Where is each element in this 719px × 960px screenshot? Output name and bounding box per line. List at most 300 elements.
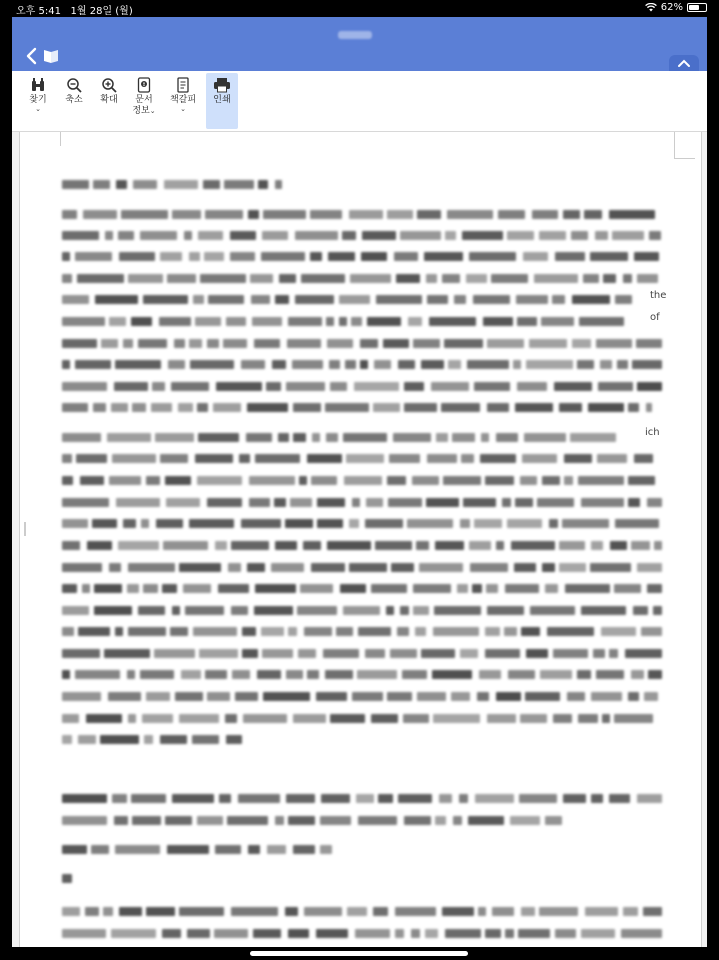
blurred-word	[159, 317, 191, 326]
blurred-word	[439, 794, 452, 803]
blurred-word	[109, 476, 141, 485]
blurred-word	[498, 210, 525, 219]
blurred-word	[292, 360, 323, 369]
blurred-word	[62, 317, 105, 326]
blurred-word	[398, 794, 432, 803]
blurred-word	[87, 541, 112, 550]
blurred-word	[326, 317, 334, 326]
blurred-word	[628, 403, 639, 412]
blurred-word	[402, 670, 427, 679]
blurred-word	[419, 563, 463, 572]
blurred-word	[230, 252, 255, 261]
home-indicator	[250, 951, 468, 956]
blurred-word	[242, 627, 256, 636]
blurred-word	[241, 360, 265, 369]
blurred-word	[426, 498, 459, 507]
blurred-word	[275, 541, 297, 550]
blurred-word	[207, 339, 219, 348]
blurred-word	[111, 929, 156, 938]
blurred-word	[154, 649, 195, 658]
blurred-word	[487, 606, 524, 615]
blurred-word	[436, 433, 448, 442]
blurred-word	[140, 231, 177, 240]
blurred-word	[257, 670, 281, 679]
app-screen	[12, 17, 707, 947]
blurred-word	[653, 606, 662, 615]
blurred-word	[151, 403, 172, 412]
blurred-word	[442, 274, 460, 283]
blurred-word	[504, 627, 517, 636]
blurred-word	[486, 584, 498, 593]
blurred-word	[431, 382, 469, 391]
blurred-word	[523, 252, 548, 261]
blurred-word	[168, 360, 185, 369]
blurred-word	[62, 519, 88, 528]
blurred-word	[111, 403, 128, 412]
blurred-word	[185, 606, 224, 615]
blurred-word	[62, 670, 70, 679]
find-button[interactable]	[22, 73, 54, 129]
blurred-word	[101, 339, 118, 348]
blurred-word	[152, 382, 165, 391]
blurred-word	[327, 339, 353, 348]
zoom-in-button[interactable]	[93, 73, 125, 129]
blurred-word	[585, 907, 618, 916]
blurred-word	[146, 907, 175, 916]
blurred-word	[517, 382, 547, 391]
blurred-word	[62, 339, 97, 348]
blurred-word	[596, 670, 624, 679]
blurred-word	[62, 606, 89, 615]
blurred-word	[329, 360, 340, 369]
blurred-word	[93, 403, 106, 412]
blurred-word	[355, 929, 390, 938]
blurred-word	[62, 295, 89, 304]
blurred-word	[352, 498, 360, 507]
blurred-word	[254, 339, 280, 348]
blurred-word	[408, 317, 422, 326]
blurred-word	[451, 692, 470, 701]
blurred-word	[429, 317, 476, 326]
blurred-word	[189, 339, 202, 348]
blurred-word	[170, 627, 188, 636]
blurred-word	[388, 498, 422, 507]
blurred-word	[92, 519, 117, 528]
blurred-word	[263, 692, 310, 701]
battery-icon	[687, 3, 707, 12]
blurred-word	[459, 794, 468, 803]
blurred-word	[507, 519, 542, 528]
blurred-word	[166, 498, 200, 507]
blurred-word	[172, 794, 214, 803]
blurred-word	[330, 382, 347, 391]
blurred-word	[357, 670, 397, 679]
blurred-word	[453, 816, 462, 825]
blurred-word	[387, 476, 406, 485]
zoom-out-icon	[66, 77, 82, 93]
blurred-word	[555, 252, 585, 261]
blurred-word	[225, 714, 237, 723]
blurred-word	[634, 454, 653, 463]
blurred-word	[248, 210, 259, 219]
blurred-word	[376, 295, 422, 304]
blurred-word	[578, 476, 624, 485]
blurred-word	[542, 563, 555, 572]
blurred-word	[320, 816, 351, 825]
blurred-word	[108, 692, 141, 701]
document-title	[338, 31, 372, 39]
blurred-word	[311, 476, 337, 485]
blurred-text-line	[62, 476, 662, 485]
document-viewer[interactable]	[12, 132, 707, 947]
blurred-word	[183, 584, 211, 593]
blurred-word	[267, 845, 286, 854]
blurred-word	[413, 606, 429, 615]
blurred-text-line	[62, 692, 662, 701]
blurred-word	[203, 180, 220, 189]
blurred-word	[239, 454, 250, 463]
blurred-word	[127, 670, 135, 679]
blurred-word	[198, 433, 239, 442]
blurred-word	[371, 714, 398, 723]
blurred-text-line	[62, 498, 662, 507]
blurred-word	[601, 627, 636, 636]
blurred-word	[378, 794, 393, 803]
blurred-word	[95, 295, 138, 304]
blurred-word	[426, 274, 437, 283]
blurred-word	[367, 317, 401, 326]
blurred-word	[62, 845, 87, 854]
blurred-word	[62, 627, 74, 636]
back-arrow-icon[interactable]	[24, 47, 40, 65]
blurred-word	[128, 714, 136, 723]
blurred-word	[525, 692, 560, 701]
blurred-word	[142, 714, 173, 723]
blurred-word	[597, 454, 627, 463]
blurred-word	[247, 563, 265, 572]
blurred-word	[164, 180, 198, 189]
blurred-word	[119, 907, 142, 916]
blurred-word	[549, 519, 558, 528]
blurred-word	[649, 231, 661, 240]
blurred-word	[75, 670, 120, 679]
blurred-word	[146, 692, 170, 701]
blurred-word	[275, 180, 282, 189]
blurred-word	[480, 454, 516, 463]
document-info-icon	[136, 77, 152, 93]
blurred-word	[115, 845, 160, 854]
blurred-word	[396, 274, 420, 283]
document-info-label-2	[128, 106, 160, 117]
blurred-word	[326, 433, 338, 442]
blurred-word	[193, 295, 204, 304]
blurred-word	[390, 649, 417, 658]
blurred-word	[521, 907, 535, 916]
blurred-word	[491, 274, 528, 283]
blurred-word	[534, 274, 578, 283]
blurred-word	[179, 907, 224, 916]
blurred-word	[80, 476, 104, 485]
document-info-button[interactable]	[128, 73, 160, 129]
blurred-word	[62, 274, 72, 283]
blurred-word	[591, 692, 622, 701]
blurred-word	[545, 816, 562, 825]
blurred-word	[62, 433, 101, 442]
blurred-word	[371, 584, 407, 593]
blurred-word	[93, 180, 110, 189]
blurred-word	[179, 714, 219, 723]
blurred-text-line	[62, 929, 662, 938]
blurred-word	[195, 454, 233, 463]
blurred-word	[373, 907, 388, 916]
blurred-word	[310, 252, 322, 261]
blurred-word	[374, 360, 391, 369]
blurred-word	[634, 252, 659, 261]
blurred-word	[474, 519, 502, 528]
blurred-word	[78, 735, 96, 744]
blurred-word	[83, 210, 117, 219]
blurred-word	[128, 563, 175, 572]
blurred-word	[190, 360, 234, 369]
blurred-word	[218, 584, 249, 593]
blurred-word	[445, 231, 456, 240]
book-icon[interactable]	[42, 48, 60, 64]
print-button[interactable]	[206, 73, 238, 129]
blurred-word	[82, 584, 90, 593]
blurred-text-line	[62, 382, 662, 391]
blurred-word	[275, 816, 284, 825]
blurred-word	[286, 382, 325, 391]
blurred-word	[263, 210, 306, 219]
blurred-word	[545, 584, 558, 593]
blurred-word	[623, 907, 638, 916]
blurred-word	[387, 210, 413, 219]
blurred-text-line	[62, 845, 332, 854]
document-page[interactable]	[19, 132, 702, 947]
blurred-word	[492, 907, 514, 916]
blurred-word	[554, 382, 592, 391]
blurred-word	[468, 816, 504, 825]
blurred-text-line	[62, 735, 242, 744]
blurred-word	[457, 584, 468, 593]
blurred-word	[128, 627, 166, 636]
blurred-text-line	[62, 433, 622, 442]
status-time: 오후 5:41	[16, 6, 61, 17]
blurred-word	[105, 231, 113, 240]
blurred-text-line	[62, 874, 72, 883]
blurred-word	[344, 476, 382, 485]
blurred-word	[107, 433, 151, 442]
blurred-word	[62, 252, 70, 261]
bookmark-label: 책갈피	[169, 95, 197, 105]
blurred-word	[603, 274, 616, 283]
blurred-word	[432, 670, 472, 679]
blurred-word	[300, 584, 333, 593]
blurred-word	[496, 541, 504, 550]
blurred-word	[325, 670, 353, 679]
blurred-word	[121, 210, 168, 219]
page-corner	[674, 132, 695, 159]
blurred-word	[238, 794, 280, 803]
blurred-word	[400, 606, 409, 615]
blurred-word	[227, 816, 268, 825]
blurred-word	[433, 627, 479, 636]
blurred-word	[358, 816, 397, 825]
blurred-word	[214, 929, 248, 938]
blurred-word	[387, 692, 412, 701]
blurred-word	[343, 606, 380, 615]
blurred-word	[610, 541, 627, 550]
blurred-word	[316, 929, 348, 938]
blurred-word	[413, 339, 440, 348]
blurred-word	[577, 670, 591, 679]
blurred-word	[131, 794, 166, 803]
blurred-word	[189, 252, 200, 261]
blurred-word	[62, 210, 77, 219]
blurred-word	[508, 670, 535, 679]
blurred-word	[62, 563, 102, 572]
blurred-word	[462, 231, 503, 240]
blurred-word	[167, 274, 196, 283]
blurred-word	[628, 692, 639, 701]
blurred-word	[452, 433, 475, 442]
blurred-word	[564, 476, 573, 485]
blurred-word	[636, 339, 662, 348]
blurred-word	[213, 403, 241, 412]
blurred-word	[192, 735, 219, 744]
blurred-word	[567, 692, 585, 701]
blurred-word	[132, 403, 146, 412]
blurred-word	[463, 498, 496, 507]
blurred-word	[590, 252, 628, 261]
collapse-toolbar-button[interactable]	[669, 55, 699, 71]
blurred-word	[205, 670, 227, 679]
blurred-word	[94, 584, 122, 593]
blurred-word	[487, 714, 516, 723]
blurred-word	[232, 670, 250, 679]
blurred-text-line	[62, 519, 662, 528]
blurred-word	[285, 907, 298, 916]
blurred-word	[91, 845, 109, 854]
blurred-word	[286, 794, 315, 803]
blurred-word	[469, 541, 491, 550]
blurred-word	[75, 360, 111, 369]
blurred-word	[261, 627, 284, 636]
blurred-word	[600, 360, 612, 369]
blurred-word	[62, 382, 107, 391]
blurred-word	[304, 627, 332, 636]
blurred-word	[62, 498, 109, 507]
blurred-word	[349, 210, 383, 219]
blurred-word	[485, 476, 514, 485]
blurred-word	[290, 498, 312, 507]
blurred-word	[77, 274, 124, 283]
zoom-out-label: 축소	[65, 95, 83, 105]
blurred-word	[160, 735, 187, 744]
blurred-word	[189, 519, 234, 528]
blurred-word	[373, 403, 400, 412]
blurred-word	[485, 627, 500, 636]
blurred-word	[447, 210, 493, 219]
blurred-word	[598, 382, 633, 391]
blurred-word	[62, 541, 80, 550]
blurred-word	[563, 210, 580, 219]
blurred-text-line	[62, 649, 662, 658]
blurred-word	[295, 295, 334, 304]
blurred-word	[570, 433, 616, 442]
blurred-word	[316, 692, 347, 701]
blurred-word	[167, 845, 209, 854]
binoculars-icon	[30, 77, 46, 93]
blurred-word	[114, 382, 148, 391]
blurred-word	[609, 210, 655, 219]
blurred-word	[288, 627, 297, 636]
blurred-word	[317, 498, 345, 507]
blurred-word	[513, 360, 521, 369]
blurred-word	[62, 929, 106, 938]
blurred-word	[224, 180, 254, 189]
blurred-word	[144, 735, 153, 744]
bookmark-button[interactable]	[167, 73, 199, 129]
battery-fill	[689, 5, 699, 10]
blurred-word	[298, 649, 316, 658]
blurred-word	[321, 794, 350, 803]
blurred-text-line	[62, 627, 662, 636]
blurred-word	[539, 231, 566, 240]
blurred-word	[643, 907, 662, 916]
blurred-word	[393, 433, 431, 442]
blurred-word	[285, 519, 313, 528]
blurred-word	[395, 907, 436, 916]
blurred-word	[160, 252, 182, 261]
blurred-word	[637, 382, 662, 391]
blurred-word	[342, 231, 356, 240]
blurred-word	[400, 231, 441, 240]
blurred-word	[162, 929, 181, 938]
blurred-word	[118, 541, 159, 550]
blurred-word	[421, 649, 455, 658]
blurred-word	[435, 541, 464, 550]
blurred-word	[253, 929, 281, 938]
blurred-word	[628, 498, 640, 507]
blurred-word	[354, 382, 399, 391]
blurred-word	[577, 360, 594, 369]
blurred-word	[327, 541, 371, 550]
zoom-out-button[interactable]	[58, 73, 90, 129]
blurred-word	[555, 929, 576, 938]
blurred-word	[162, 584, 177, 593]
blurred-word	[118, 231, 134, 240]
blurred-word	[123, 339, 133, 348]
blurred-text-line	[62, 339, 662, 348]
blurred-word	[128, 274, 163, 283]
blurred-word	[62, 692, 101, 701]
blurred-word	[496, 433, 518, 442]
blurred-word	[552, 295, 565, 304]
blurred-word	[250, 274, 273, 283]
blurred-word	[339, 317, 347, 326]
blurred-word	[197, 403, 208, 412]
blurred-word	[262, 231, 288, 240]
blurred-word	[572, 295, 610, 304]
toolbar	[12, 71, 707, 132]
blurred-word	[207, 498, 242, 507]
blurred-word	[286, 670, 303, 679]
blurred-word	[171, 382, 209, 391]
status-time-date	[16, 2, 133, 17]
blurred-word	[249, 476, 295, 485]
blurred-word	[62, 180, 89, 189]
